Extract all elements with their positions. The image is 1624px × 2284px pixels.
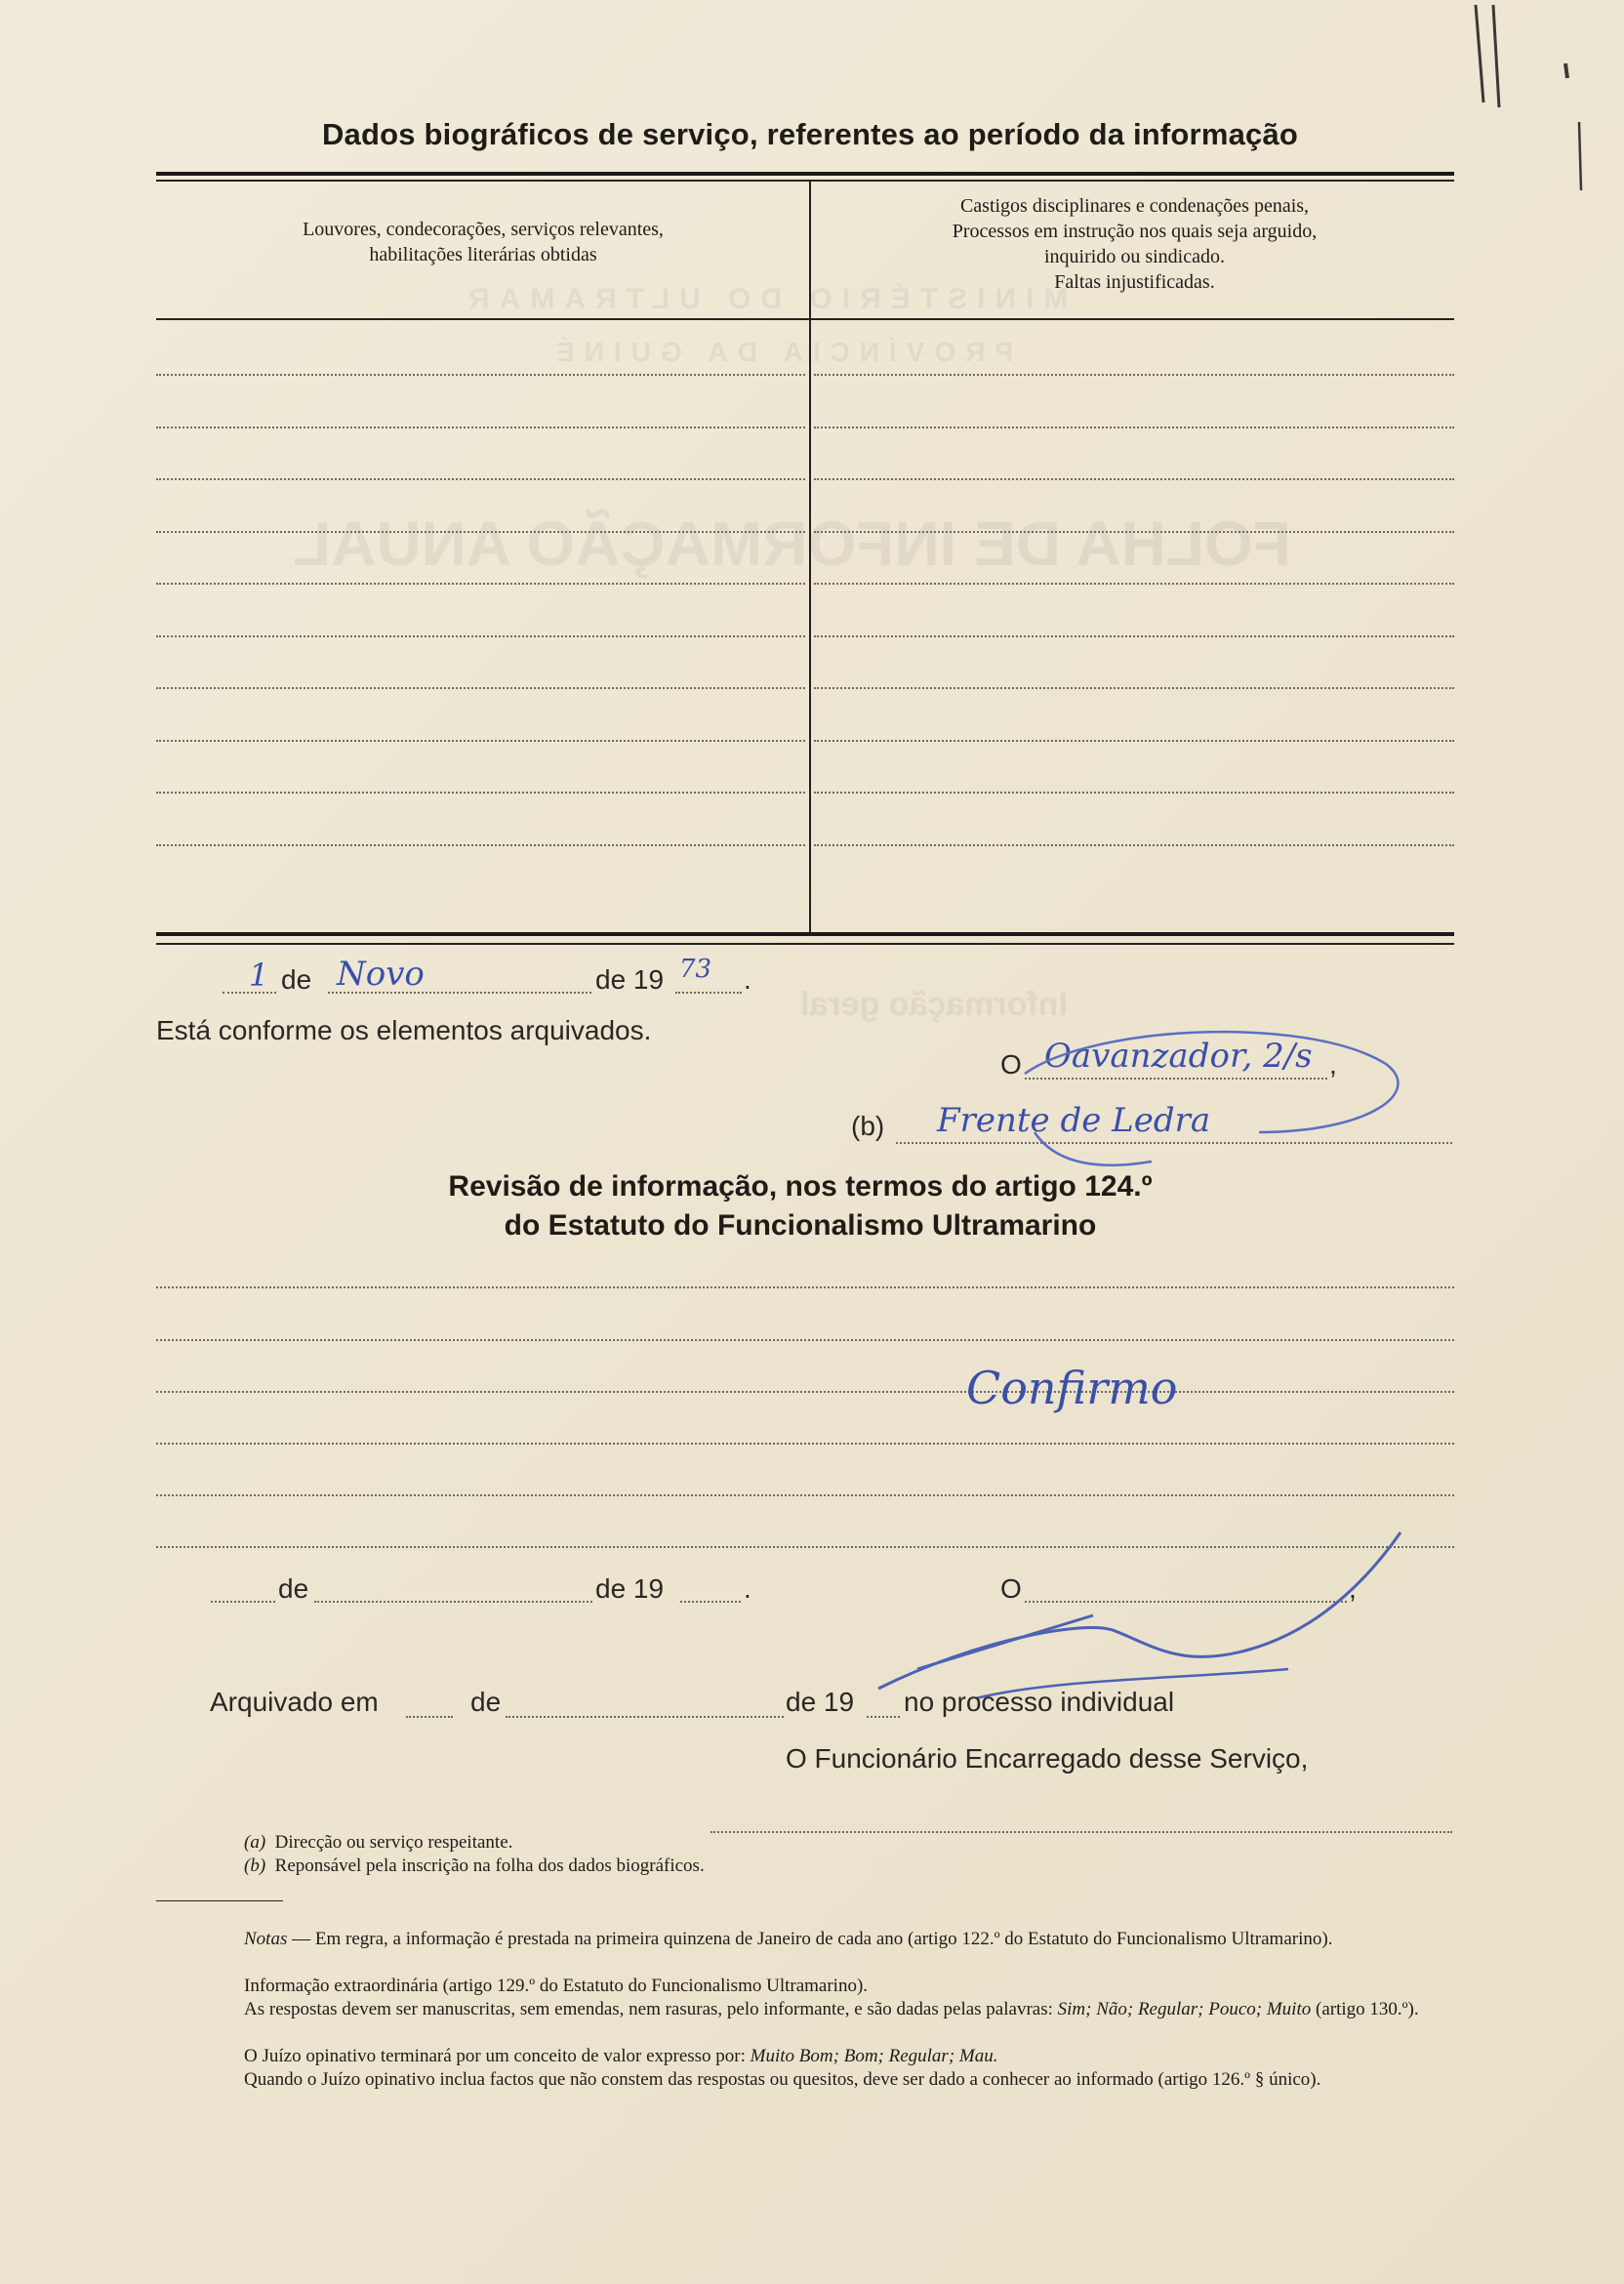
de-19-label-1: de 19 <box>595 964 665 995</box>
table-row-right-dotted[interactable] <box>814 531 1454 533</box>
table-row-right-dotted[interactable] <box>814 478 1454 480</box>
day-dotted-line-2 <box>211 1601 275 1603</box>
right-header-line-2: Processos em instrução nos quais seja arguido, <box>952 221 1318 242</box>
notas-label: Notas <box>244 1929 288 1949</box>
notes-line-5 <box>151 2068 1449 2091</box>
period-2: . <box>744 1573 751 1604</box>
footnote-a-text: Direcção ou serviço respeitante. <box>274 1832 513 1853</box>
month-dotted-line <box>328 992 591 994</box>
right-header-line-1: Castigos disciplinares e condenações penais, <box>959 195 1310 217</box>
table-row-right-dotted[interactable] <box>814 427 1454 428</box>
month-handwritten: Novo <box>337 955 425 994</box>
comma-2: , <box>1349 1573 1357 1604</box>
table-row-left-dotted[interactable] <box>156 583 805 585</box>
notes-line-5-text: Quando o Juízo opinativo inclua factos que não constem das respostas ou quesitos, deve ser dado a conhecer ao informado (artigo 126.º § único). <box>244 2069 1321 2090</box>
table-column-divider <box>809 182 811 933</box>
table-row-left-dotted[interactable] <box>156 374 805 376</box>
arquivado-label: Arquivado em <box>210 1687 379 1717</box>
bleed-through-folha: FOLHA DE INFORMAÇÃO ANUAL <box>293 509 1291 579</box>
arquivado-de-19: de 19 <box>786 1687 855 1717</box>
notes-line-1 <box>151 1928 1449 1950</box>
table-row-right-dotted[interactable] <box>814 583 1454 585</box>
bleed-through-informacao-geral: Informação geral <box>800 986 1068 1023</box>
b-signature: Frente de Ledra <box>937 1101 1211 1140</box>
right-column-header <box>815 193 1454 295</box>
table-row-right-dotted[interactable] <box>814 844 1454 846</box>
o-handwritten: Oavanzador, 2/s <box>1044 1037 1313 1076</box>
footnote-b <box>244 1855 705 1877</box>
table-bottom-rule-thin <box>156 943 1454 945</box>
bleed-through-province: PROVÍNCIA DA GUINÉ <box>547 337 1014 367</box>
table-row-left-dotted[interactable] <box>156 740 805 742</box>
notes-line-3-text: As respostas devem ser manuscritas, sem emendas, nem rasuras, pelo informante, e são dadas pelas palavras: <box>244 1999 1058 2019</box>
right-header-line-3: inquirido ou sindicado. <box>1044 246 1225 267</box>
title-rule-thick <box>156 172 1454 176</box>
footnote-a-mark: (a) <box>244 1832 266 1853</box>
bleed-through-ministry: MINISTÉRIO DO ULTRAMAR <box>459 283 1069 315</box>
table-row-left-dotted[interactable] <box>156 427 805 428</box>
revision-heading-line-1: Revisão de informação, nos termos do artigo 124.º <box>448 1170 1153 1203</box>
arquivado-year-dotted <box>867 1716 900 1718</box>
page-title: Dados biográficos de serviço, referentes ao período da informação <box>321 117 1299 151</box>
notes-line-2-text: Informação extraordinária (artigo 129.º do Estatuto do Funcionalismo Ultramarino). <box>244 1976 869 1996</box>
left-header-line-2: habilitações literárias obtidas <box>369 244 597 265</box>
table-row-left-dotted[interactable] <box>156 531 805 533</box>
table-bottom-rule-thick <box>156 932 1454 936</box>
table-row-left-dotted[interactable] <box>156 478 805 480</box>
de-label-2: de <box>278 1573 309 1604</box>
corner-pencil-marks <box>1464 0 1610 205</box>
revision-dotted-line[interactable] <box>156 1286 1454 1288</box>
table-row-right-dotted[interactable] <box>814 374 1454 376</box>
right-header-line-4: Faltas injustificadas. <box>1054 271 1215 293</box>
notes-line-4 <box>244 2045 1454 2067</box>
footnote-signature-dotted <box>710 1831 1452 1833</box>
revision-dotted-line[interactable] <box>156 1339 1454 1341</box>
comma-1: , <box>1329 1049 1337 1080</box>
conforme-text: Está conforme os elementos arquivados. <box>156 1015 652 1045</box>
revision-dotted-line[interactable] <box>156 1391 1454 1393</box>
table-row-left-dotted[interactable] <box>156 792 805 794</box>
table-row-right-dotted[interactable] <box>814 635 1454 637</box>
month-dotted-line-2 <box>314 1601 592 1603</box>
funcionario-encarregado: O Funcionário Encarregado desse Serviço, <box>786 1743 1309 1774</box>
table-header-rule <box>156 318 1454 320</box>
revision-handwritten: Confirmo <box>966 1362 1178 1414</box>
notes-line-3-words: Sim; Não; Regular; Pouco; Muito <box>1057 1999 1312 2019</box>
notes-line-4-text: O Juízo opinativo terminará por um conceito de valor expresso por: <box>244 2046 751 2066</box>
period-1: . <box>744 964 751 995</box>
notes-separator <box>156 1900 283 1901</box>
notes-line-3 <box>151 1998 1449 2020</box>
table-row-right-dotted[interactable] <box>814 740 1454 742</box>
notes-line-3-end: (artigo 130.º). <box>1311 1999 1419 2019</box>
left-column-header <box>156 217 810 267</box>
notes-line-2 <box>244 1975 1454 1997</box>
o-label-1: O <box>1000 1049 1022 1080</box>
notes-line-4-values: Muito Bom; Bom; Regular; Mau. <box>750 2046 998 2066</box>
de-19-label-2: de 19 <box>595 1573 665 1604</box>
table-row-left-dotted[interactable] <box>156 844 805 846</box>
revision-dotted-line[interactable] <box>156 1443 1454 1445</box>
table-row-right-dotted[interactable] <box>814 687 1454 689</box>
left-header-line-1: Louvores, condecorações, serviços relevantes, <box>303 219 664 240</box>
b-label: (b) <box>851 1111 885 1141</box>
table-row-right-dotted[interactable] <box>814 792 1454 794</box>
revision-dotted-line[interactable] <box>156 1494 1454 1496</box>
day-dotted-line <box>223 992 276 994</box>
de-label-1: de <box>281 964 312 995</box>
footnote-b-mark: (b) <box>244 1856 266 1876</box>
footnote-a <box>244 1831 512 1854</box>
revision-heading <box>293 1167 1308 1245</box>
day-handwritten: 1 <box>249 957 269 994</box>
o-label-2: O <box>1000 1573 1022 1604</box>
title-rule-thin <box>156 180 1454 182</box>
arquivado-de: de <box>470 1687 502 1717</box>
notes-line-1-text: — Em regra, a informação é prestada na primeira quinzena de Janeiro de cada ano (artigo 122.º do Estatuto do Funcionalismo Ultramarino). <box>287 1929 1333 1949</box>
arquivado-day-dotted <box>406 1716 453 1718</box>
processo-individual: no processo individual <box>904 1687 1175 1717</box>
footnote-b-text: Reponsável pela inscrição na folha dos dados biográficos. <box>274 1856 705 1876</box>
table-row-left-dotted[interactable] <box>156 687 805 689</box>
arquivado-month-dotted <box>506 1716 784 1718</box>
year-dotted-line-2 <box>680 1601 741 1603</box>
year-handwritten: 73 <box>679 955 712 984</box>
table-row-left-dotted[interactable] <box>156 635 805 637</box>
year-dotted-line <box>675 992 742 994</box>
revision-heading-line-2: do Estatuto do Funcionalismo Ultramarino <box>504 1209 1097 1242</box>
